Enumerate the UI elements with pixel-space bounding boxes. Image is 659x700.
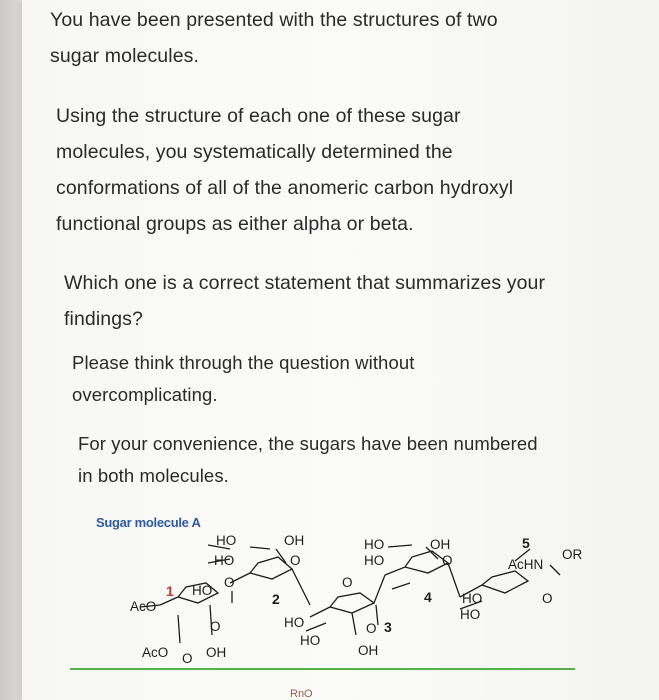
sugar-molecule-label: Sugar molecule A	[96, 515, 201, 530]
text-line: Using the structure of each one of these sugar	[56, 105, 461, 127]
text-line: in both molecules.	[78, 465, 229, 486]
group-label: HO	[300, 633, 321, 648]
text-line: overcomplicating.	[72, 384, 218, 405]
sugar-number-4: 4	[424, 589, 432, 605]
section-divider	[70, 668, 575, 670]
cut-off-text: RnO	[290, 688, 313, 700]
sugar-number-2: 2	[272, 591, 280, 607]
group-label: O	[542, 591, 553, 606]
group-label: O	[342, 575, 353, 590]
group-label: HO	[462, 591, 483, 606]
group-label: AcO	[142, 645, 169, 660]
text-line: sugar molecules.	[50, 45, 200, 67]
group-label: O	[290, 553, 301, 568]
text-line: findings?	[64, 308, 143, 330]
group-label: OH	[358, 643, 379, 658]
group-label: O	[224, 575, 235, 590]
page-edge	[0, 0, 22, 700]
group-label: HO	[364, 553, 385, 568]
group-label: HO	[216, 533, 237, 548]
sugar-number-1: 1	[166, 583, 174, 599]
sugar-number-3: 3	[384, 619, 392, 635]
text-line: molecules, you systematically determined the	[56, 141, 453, 163]
text-line: Please think through the question without	[72, 352, 415, 373]
text-line: conformations of all of the anomeric carbon hydroxyl	[56, 177, 514, 199]
group-label: OH	[206, 645, 227, 660]
group-label: AcHN	[508, 557, 544, 572]
group-label: HO	[284, 615, 305, 630]
group-label: OH	[430, 537, 451, 552]
sugar-number-5: 5	[522, 535, 530, 551]
text-line: You have been presented with the structures of two	[50, 9, 498, 31]
group-label: O	[442, 553, 453, 568]
question-paragraph-2	[56, 98, 636, 242]
group-label: O	[182, 651, 193, 666]
question-paragraph-1	[50, 2, 630, 74]
group-label: O	[366, 621, 377, 636]
group-label: OH	[284, 533, 305, 548]
sugar-molecule-structure	[120, 535, 590, 665]
structure-bonds	[120, 535, 590, 665]
question-paragraph-5	[78, 428, 648, 492]
group-label: HO	[460, 607, 481, 622]
group-label: HO	[214, 553, 235, 568]
question-paragraph-3	[64, 265, 644, 337]
group-label: O	[210, 619, 221, 634]
group-label: AcO	[130, 599, 157, 614]
text-line: Which one is a correct statement that summarizes your	[64, 272, 546, 294]
question-paragraph-4	[72, 347, 642, 411]
text-line: For your convenience, the sugars have been numbered	[78, 433, 538, 454]
group-label: HO	[364, 537, 385, 552]
text-line: functional groups as either alpha or beta.	[56, 213, 414, 235]
group-label: HO	[192, 583, 213, 598]
group-label: OR	[562, 547, 583, 562]
